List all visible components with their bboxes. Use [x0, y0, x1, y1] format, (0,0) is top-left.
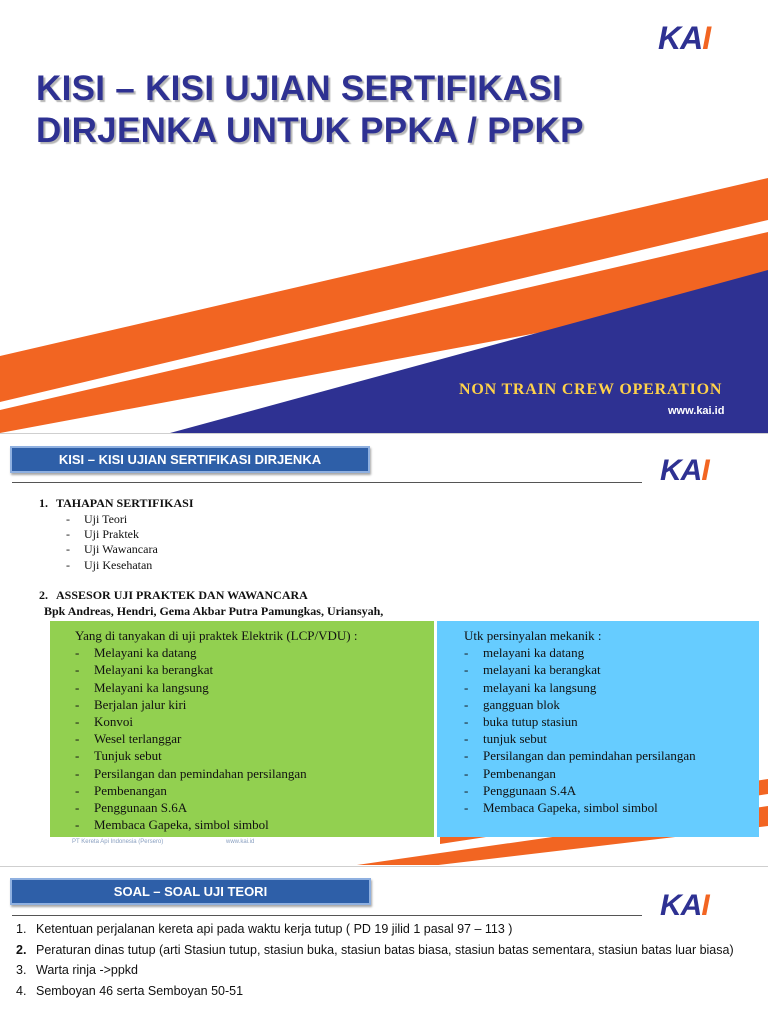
list-item: - Uji Wawancara [66, 542, 158, 557]
list-item: - Persilangan dan pemindahan persilangan [75, 765, 307, 781]
footer-website: www.kai.id [226, 839, 255, 845]
section-title-box: SOAL – SOAL UJI TEORI [10, 878, 371, 905]
list-item: - melayani ka langsung [464, 679, 597, 695]
list-item: - gangguan blok [464, 696, 560, 712]
list-item: - buka tutup stasiun [464, 714, 578, 730]
slide-title [36, 68, 736, 152]
list-item: - Melayani ka datang [75, 645, 197, 661]
tagline: NON TRAIN CREW OPERATION [459, 381, 723, 398]
list-item: - Membaca Gapeka, simbol simbol [464, 800, 658, 816]
list-item: - Pembenangan [464, 765, 556, 781]
list-item: - melayani ka berangkat [464, 662, 601, 678]
certification-stages-list [66, 512, 158, 573]
electric-practice-panel [50, 621, 434, 837]
list-item: - Melayani ka langsung [75, 679, 209, 695]
website-link[interactable]: www.kai.id [668, 405, 725, 417]
list-item: - Melayani ka berangkat [75, 662, 214, 678]
list-item: - Uji Praktek [66, 527, 139, 542]
diagonal-stripes-graphic [0, 0, 768, 433]
kai-logo: KAI [660, 889, 709, 922]
mechanical-signalling-panel [437, 621, 759, 837]
footer-company: PT Kereta Api Indonesia (Persero) [72, 839, 164, 845]
list-item: - Penggunaan S.4A [464, 782, 577, 798]
list-item: 4. Semboyan 46 serta Semboyan 50-51 [16, 983, 244, 998]
section-heading-1: 1. TAHAPAN SERTIFIKASI [39, 496, 194, 510]
list-item: - Wesel terlanggar [75, 731, 182, 747]
list-item: - Uji Teori [66, 512, 128, 526]
title-line-1: KISI – KISI UJIAN SERTIFIKASI [36, 69, 563, 108]
divider-line [12, 915, 642, 916]
title-slide [0, 0, 768, 433]
assessor-names: Bpk Andreas, Hendri, Gema Akbar Putra Pamungkas, Uriansyah, [44, 604, 384, 618]
list-item: 3. Warta rinja ->ppkd [16, 963, 139, 977]
title-line-2: DIRJENKA UNTUK PPKA / PPKP [36, 111, 584, 150]
panel-heading: Yang di tanyakan di uji praktek Elektrik (LCP/VDU) : [75, 628, 358, 643]
theory-questions-list [16, 919, 736, 1001]
list-item: - tunjuk sebut [464, 731, 547, 747]
list-item: - Membaca Gapeka, simbol simbol [75, 817, 269, 833]
list-item: - Konvoi [75, 714, 133, 730]
list-item: 2. Peraturan dinas tutup (arti Stasiun tutup, stasiun buka, stasiun batas biasa, stasiun batas sementara, stasiun batas luar biasa) [16, 942, 734, 957]
section-title-box: KISI – KISI UJIAN SERTIFIKASI DIRJENKA [10, 446, 370, 473]
list-item: - Penggunaan S.6A [75, 800, 188, 816]
panel-heading: Utk persinyalan mekanik : [464, 628, 602, 643]
kai-logo: KAI [660, 454, 709, 487]
criteria-slide [0, 433, 768, 865]
list-item: 1. Ketentuan perjalanan kereta api pada waktu kerja tutup ( PD 19 jilid 1 pasal 97 – 113 ) [16, 922, 513, 936]
list-item: - Tunjuk sebut [75, 748, 162, 764]
kai-logo: KAI [658, 20, 711, 56]
list-item: - melayani ka datang [464, 645, 585, 661]
list-item: - Pembenangan [75, 782, 167, 798]
list-item: - Berjalan jalur kiri [75, 696, 187, 712]
section-heading-2: 2. ASSESOR UJI PRAKTEK DAN WAWANCARA [39, 588, 308, 602]
list-item: - Uji Kesehatan [66, 557, 153, 572]
list-item: - Persilangan dan pemindahan persilangan [464, 748, 696, 764]
divider-line [12, 482, 642, 483]
theory-questions-slide [0, 866, 768, 1024]
